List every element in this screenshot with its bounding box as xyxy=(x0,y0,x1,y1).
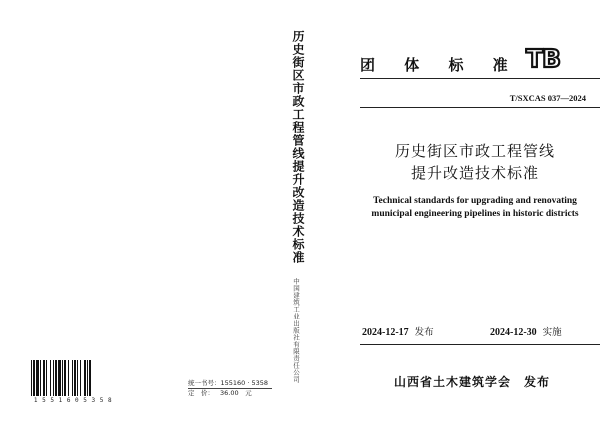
barcode-bar xyxy=(77,360,78,396)
barcode-bar xyxy=(80,360,81,396)
tb-logo xyxy=(522,45,564,71)
barcode-bar xyxy=(43,360,45,396)
isbn-value: 155160 · 5358 xyxy=(220,379,269,387)
isbn-label: 统一书号： xyxy=(188,379,221,387)
barcode-bar xyxy=(87,360,88,396)
price-label: 定 价： xyxy=(188,389,214,397)
spine-title: 历史街区市政工程管线提升改造技术标准 xyxy=(291,30,305,264)
barcode-bar xyxy=(74,360,76,396)
barcode-bar xyxy=(40,360,41,396)
issue-label: 发布 xyxy=(414,327,434,338)
barcode-bar xyxy=(64,360,66,396)
spine-publisher: 中国建筑工业出版社有限责任公司 xyxy=(292,278,300,383)
barcode-bar xyxy=(53,360,54,396)
barcode-bar xyxy=(89,360,91,396)
barcode-bar xyxy=(46,360,47,396)
issuer: 山西省土木建筑学会 发布 xyxy=(393,375,550,389)
barcode-bar xyxy=(55,360,57,396)
barcode-bar xyxy=(36,360,39,396)
number-rule xyxy=(360,107,600,108)
barcode-bar xyxy=(68,360,69,396)
barcode-bar xyxy=(50,360,51,396)
barcode-bar xyxy=(33,360,35,396)
title-en-line2: municipal engineering pipelines in historic districts xyxy=(371,209,579,219)
standard-type: 团 体 标 准 xyxy=(360,56,520,74)
barcode-bar xyxy=(58,360,61,396)
front-cover xyxy=(312,0,600,429)
issue-date: 2024-12-17 xyxy=(362,327,409,338)
barcode-bar xyxy=(62,360,63,396)
barcode xyxy=(30,360,114,396)
top-rule xyxy=(360,78,600,79)
tb-logo-text: TB xyxy=(525,45,561,71)
price-rule xyxy=(188,388,272,389)
back-cover xyxy=(0,0,282,429)
barcode-digits: 1 5 5 1 6 0 5 3 5 8 xyxy=(33,397,113,404)
title-zh-line1: 历史街区市政工程管线 xyxy=(394,142,555,160)
barcode-bar xyxy=(31,360,32,396)
barcode-bar xyxy=(84,360,86,396)
spine xyxy=(282,0,312,429)
price-value: 36.00 元 xyxy=(220,389,252,397)
issue-date-block xyxy=(362,324,434,338)
barcode-bar xyxy=(72,360,73,396)
title-zh-line2: 提升改造技术标准 xyxy=(410,164,539,182)
standard-number: T/SXCAS 037—2024 xyxy=(509,93,586,103)
implement-date: 2024-12-30 xyxy=(490,327,537,338)
title-en-line1: Technical standards for upgrading and renovating xyxy=(373,196,577,206)
implement-label: 实施 xyxy=(542,327,562,338)
implement-date-block xyxy=(490,324,562,338)
bottom-rule xyxy=(360,344,600,345)
